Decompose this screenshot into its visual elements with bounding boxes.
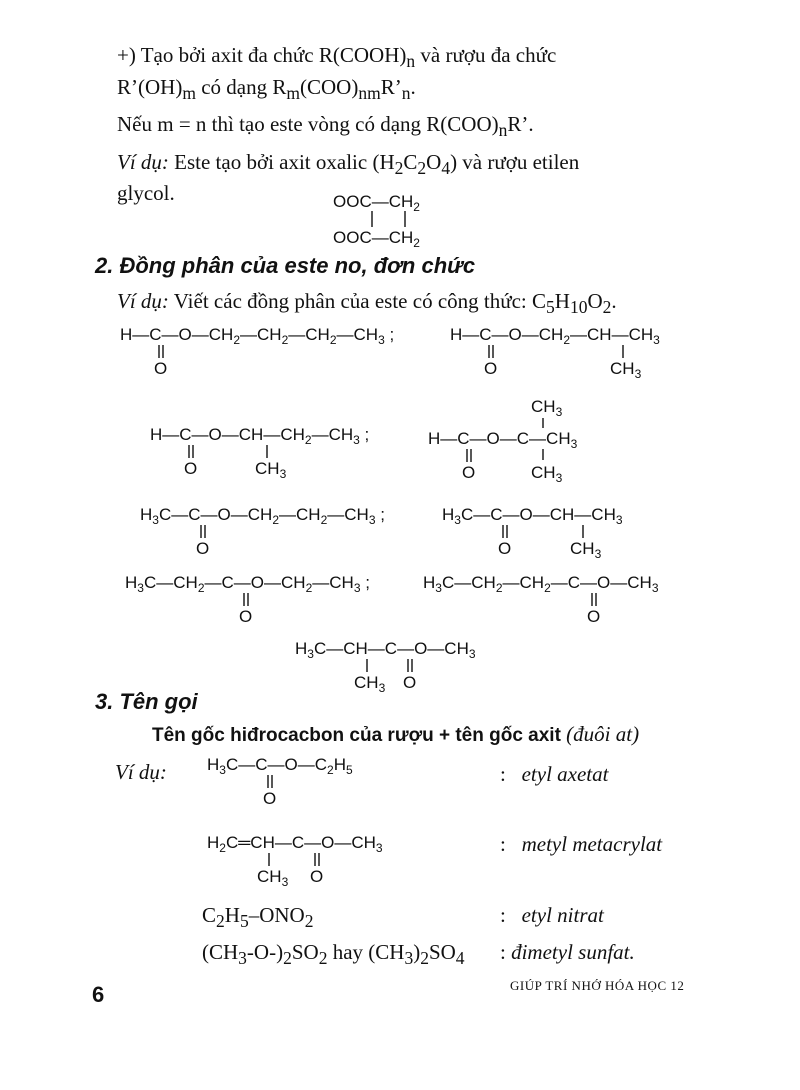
svg-text:O: O: [263, 789, 277, 808]
svg-text:O: O: [196, 539, 210, 558]
svg-text:CH3: $CH_3$: [531, 463, 563, 482]
svg-text:O: O: [310, 867, 324, 886]
ex4-name: : đimetyl sunfat.: [500, 940, 635, 964]
ex2-formula: [202, 822, 432, 888]
isomer-3: [145, 418, 415, 480]
svg-text:H2C═CH—C—O—CH3: $H_2C═CH—C—O—CH_3$: [207, 833, 383, 855]
svg-text:CH3: $CH_3$: [354, 673, 386, 694]
section-3-example-label: Ví dụ:: [115, 760, 167, 784]
svg-text:O: O: [587, 607, 601, 626]
oxalate-top: $OOC—CH_2$: [333, 192, 420, 214]
oxalate-cyclic-ester: [325, 185, 455, 250]
isomer-4: [423, 392, 623, 482]
ex2-name: : metyl metacrylat: [500, 832, 663, 856]
svg-text:CH3: $CH_3$: [610, 359, 642, 380]
ex3-name: : etyl nitrat: [500, 903, 604, 927]
svg-text:O: O: [462, 463, 476, 482]
svg-text:CH3: $CH_3$: [531, 397, 563, 419]
isomer-2: [445, 318, 715, 380]
svg-text:CH3: $CH_3$: [570, 539, 602, 560]
isomer-6: [437, 498, 677, 560]
svg-text:H—C—O—CH2—CH—CH3: $H—C—O—CH_2—CH—CH_3$: [450, 325, 660, 347]
ex1-formula: [202, 748, 402, 810]
svg-text:O: O: [484, 359, 498, 378]
svg-text:H3C—C—O—CH2—CH2—CH3 ;: $H_3C—C—O—CH_2—CH_2—CH_3$ ;: [140, 505, 385, 527]
svg-text:H—C—O—CH2—CH2—CH2—CH3 ;: $H—C—O—CH_2—CH_2—CH_2—CH_3$ ;: [120, 325, 395, 347]
svg-text:H—C—O—C—CH3: $H—C—O—C—CH_3$: [428, 429, 578, 451]
svg-text:H3C—CH—C—O—CH3: $H_3C—CH—C—O—CH_3$: [295, 639, 476, 661]
svg-text:H3C—CH2—C—O—CH2—CH3 ;: $H_3C—CH_2—C—O—CH_2—CH_3$ ;: [125, 573, 370, 595]
svg-text:O: O: [154, 359, 168, 378]
isomer-7: [120, 566, 420, 628]
naming-rule: Tên gốc hiđrocacbon của rượu + tên gốc axit (đuôi at): [152, 722, 640, 746]
intro-line-1: +) Tạo bởi axit đa chức $R(COOH)_n$ và rượu đa chức: [117, 43, 557, 72]
oxalate-bottom: $OOC—CH_2$: [333, 228, 420, 250]
isomer-5: [135, 498, 435, 560]
svg-text:CH3: $CH_3$: [257, 867, 289, 888]
intro-example: Ví dụ: Este tạo bởi axit oxalic $(H_2C_2O_4)$ và rượu etilen: [117, 150, 580, 179]
svg-text:CH3: $CH_3$: [255, 459, 287, 480]
book-footer: GIÚP TRÍ NHỚ HÓA HỌC 12: [510, 978, 685, 993]
svg-text:H3C—C—O—C2H5: $H_3C—C—O—C_2H_5$: [207, 755, 353, 777]
section-2-example: Ví dụ: Viết các đồng phân của este có công thức: $C_5H_{10}O_2$.: [117, 289, 617, 318]
svg-text:O: O: [403, 673, 417, 692]
section-2-heading: 2. Đồng phân của este no, đơn chức: [95, 253, 476, 278]
intro-line-3: Nếu m = n thì tạo este vòng có dạng $R(COO)_nR$’.: [117, 112, 534, 141]
svg-text:H3C—CH2—CH2—C—O—CH3: $H_3C—CH_2—CH_2—C—O—CH_3$: [423, 573, 659, 595]
svg-text:H—C—O—CH—CH2—CH3 ;: $H—C—O—CH—CH_2—CH_3$ ;: [150, 425, 370, 447]
svg-text:O: O: [498, 539, 512, 558]
isomer-9: [290, 632, 530, 694]
isomer-1: [115, 318, 445, 380]
section-3-heading: 3. Tên gọi: [95, 689, 198, 714]
intro-example-line-2: glycol.: [117, 181, 175, 205]
ex3-formula: $C_2H_5-ONO_2$: [202, 903, 314, 932]
ex1-name: : etyl axetat: [500, 762, 609, 786]
svg-text:O: O: [184, 459, 198, 478]
intro-line-2: $R’(OH)_m$ có dạng $R_m(COO)_{nm}R’_n$.: [117, 75, 416, 104]
svg-text:H3C—C—O—CH—CH3: $H_3C—C—O—CH—CH_3$: [442, 505, 623, 527]
isomer-8: [418, 566, 708, 628]
svg-text:O: O: [239, 607, 253, 626]
ex4-formula: $(CH_3-O-)_2SO_2$ hay $(CH_3)_2SO_4$: [202, 940, 465, 969]
page-number: 6: [92, 982, 105, 1007]
